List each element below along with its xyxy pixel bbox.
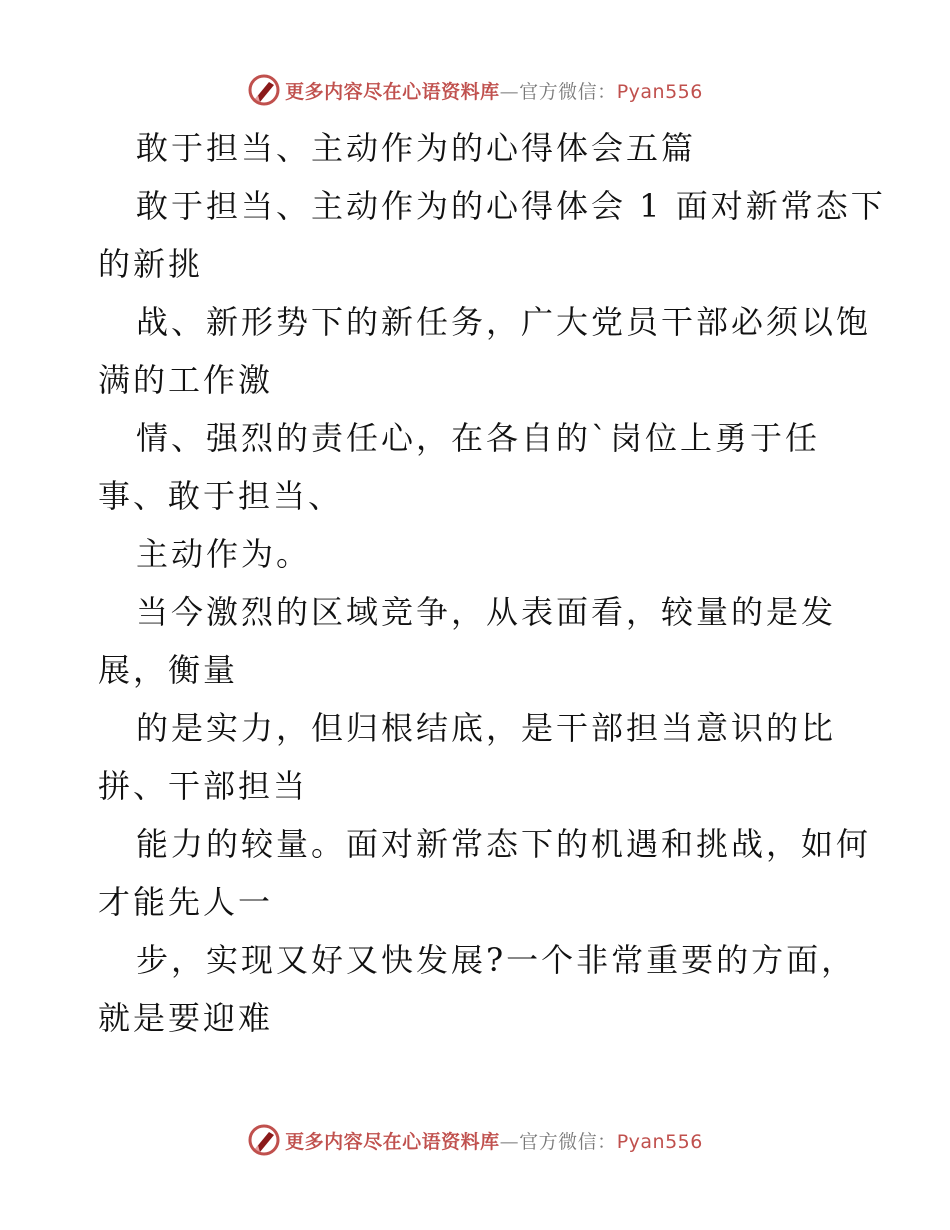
banner-wechat-id: Pyan556 xyxy=(616,80,703,103)
paragraph-line: 展，衡量 xyxy=(98,651,239,689)
paragraph-line: 战、新形势下的新任务，广大党员干部必须以饱 xyxy=(136,303,872,341)
paragraph-line: 情、强烈的责任心，在各自的`岗位上勇于任 xyxy=(136,419,821,457)
banner-text xyxy=(285,1127,703,1154)
paragraph-line: 的是实力，但归根结底，是干部担当意识的比 xyxy=(136,709,837,747)
banner-wechat-label: 官方微信： xyxy=(519,80,617,103)
paragraph-line: 满的工作激 xyxy=(98,361,274,399)
banner-site-name: 更多内容尽在心语资料库 xyxy=(285,80,500,103)
paragraph-line: 步，实现又好又快发展?一个非常重要的方面， xyxy=(136,941,857,979)
paragraph-line: 拼、干部担当 xyxy=(98,767,309,805)
footer-banner xyxy=(0,1120,950,1160)
paragraph-line: 能力的较量。面对新常态下的机遇和挑战，如何 xyxy=(136,825,872,863)
banner-dash: — xyxy=(499,80,520,103)
paragraph-line: 就是要迎难 xyxy=(98,999,274,1037)
document-title: 敢于担当、主动作为的心得体会五篇 xyxy=(136,129,697,167)
banner-wechat-id: Pyan556 xyxy=(616,1130,703,1153)
pen-nib-logo-icon xyxy=(247,73,281,107)
banner-wechat-label: 官方微信： xyxy=(519,1130,617,1153)
paragraph-line: 主动作为。 xyxy=(136,535,312,573)
banner-text xyxy=(285,77,703,104)
pen-nib-logo-icon xyxy=(247,1123,281,1157)
paragraph-line: 当今激烈的区域竞争，从表面看，较量的是发 xyxy=(136,593,837,631)
banner-dash: — xyxy=(499,1130,520,1153)
banner-site-name: 更多内容尽在心语资料库 xyxy=(285,1130,500,1153)
header-banner xyxy=(0,70,950,110)
paragraph-line: 敢于担当、主动作为的心得体会 1 面对新常态下 xyxy=(136,187,886,225)
paragraph-line: 的新挑 xyxy=(98,245,204,283)
paragraph-line: 才能先人一 xyxy=(98,883,274,921)
paragraph-line: 事、敢于担当、 xyxy=(98,477,344,515)
